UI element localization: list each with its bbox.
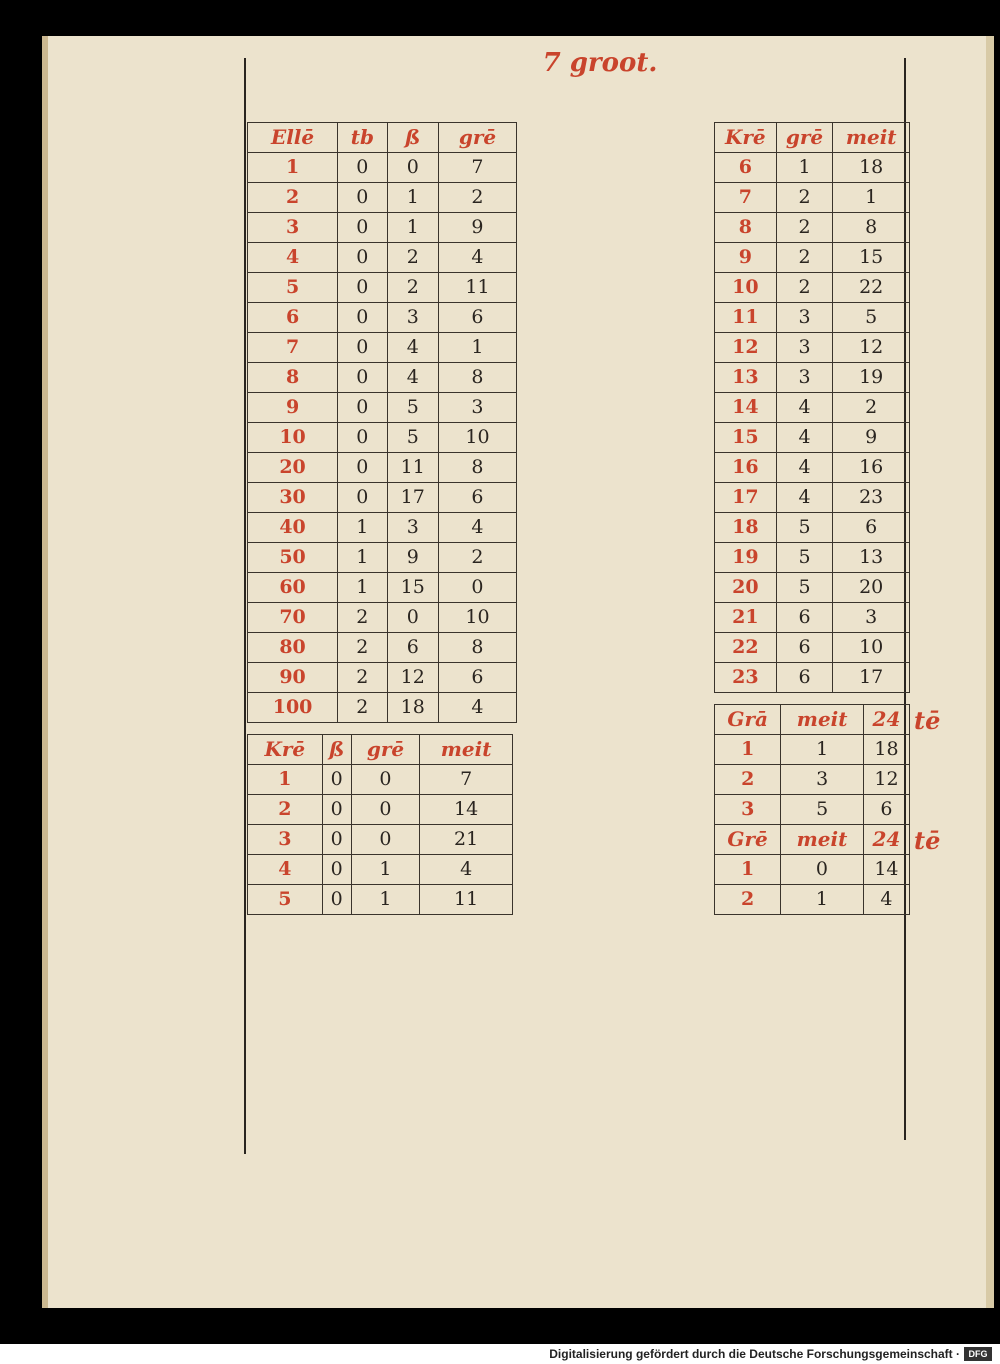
row-index-cell: 22 xyxy=(715,633,777,663)
dfg-logo: DFG xyxy=(964,1347,992,1361)
value-cell: 6 xyxy=(438,303,516,333)
value-cell: 1 xyxy=(833,183,910,213)
value-cell: 23 xyxy=(833,483,910,513)
row-index-cell: 8 xyxy=(715,213,777,243)
row-index-cell: 20 xyxy=(715,573,777,603)
value-cell: 3 xyxy=(776,333,833,363)
value-cell: 3 xyxy=(776,303,833,333)
value-cell: 6 xyxy=(863,795,909,825)
value-cell: 0 xyxy=(322,855,351,885)
value-cell: 11 xyxy=(438,273,516,303)
table-row xyxy=(248,423,517,453)
value-cell: 22 xyxy=(833,273,910,303)
header-cell: meit xyxy=(833,123,910,153)
value-cell: 6 xyxy=(776,633,833,663)
table-row xyxy=(715,483,910,513)
row-index-cell: 3 xyxy=(248,213,338,243)
value-cell: 14 xyxy=(420,795,513,825)
value-cell: 0 xyxy=(387,603,438,633)
table-row xyxy=(248,483,517,513)
value-cell: 0 xyxy=(338,333,387,363)
header-cell: grē xyxy=(351,735,420,765)
row-index-cell: 7 xyxy=(715,183,777,213)
value-cell: 5 xyxy=(833,303,910,333)
value-cell: 2 xyxy=(776,273,833,303)
value-cell: 0 xyxy=(338,153,387,183)
value-cell: 3 xyxy=(781,765,864,795)
table-row xyxy=(248,795,513,825)
left-rule xyxy=(244,58,246,1154)
table-header xyxy=(248,735,513,765)
row-index-cell: 9 xyxy=(715,243,777,273)
table-row xyxy=(715,213,910,243)
value-cell: 2 xyxy=(776,183,833,213)
value-cell: 6 xyxy=(387,633,438,663)
table-row xyxy=(715,795,910,825)
row-index-cell: 13 xyxy=(715,363,777,393)
value-cell: 0 xyxy=(338,483,387,513)
table-row xyxy=(248,633,517,663)
header-cell: ß xyxy=(387,123,438,153)
value-cell: 4 xyxy=(438,513,516,543)
value-cell: 3 xyxy=(776,363,833,393)
value-cell: 6 xyxy=(438,483,516,513)
value-cell: 2 xyxy=(387,243,438,273)
value-cell: 14 xyxy=(863,855,909,885)
table-row xyxy=(715,603,910,633)
table-row xyxy=(715,423,910,453)
row-index-cell: 20 xyxy=(248,453,338,483)
value-cell: 5 xyxy=(781,795,864,825)
header-cell: grē xyxy=(438,123,516,153)
value-cell: 6 xyxy=(776,603,833,633)
table-row xyxy=(248,363,517,393)
value-cell: 10 xyxy=(438,423,516,453)
row-index-cell: 3 xyxy=(715,795,781,825)
value-cell: 0 xyxy=(338,273,387,303)
value-cell: 0 xyxy=(351,825,420,855)
digitization-credit: Digitalisierung gefördert durch die Deutsche Forschungsgemeinschaft · xyxy=(0,1344,1000,1364)
left-table-bottom xyxy=(247,734,513,915)
table-row xyxy=(715,885,910,915)
row-index-cell: 10 xyxy=(248,423,338,453)
value-cell: 1 xyxy=(338,573,387,603)
table-row xyxy=(715,243,910,273)
table-row xyxy=(248,453,517,483)
table-row xyxy=(248,603,517,633)
header-cell: Ellē xyxy=(248,123,338,153)
row-index-cell: 1 xyxy=(715,855,781,885)
value-cell: 2 xyxy=(387,273,438,303)
table-row xyxy=(715,855,910,885)
table-row xyxy=(248,213,517,243)
header-cell: tb xyxy=(338,123,387,153)
value-cell: 9 xyxy=(387,543,438,573)
header-cell: meit xyxy=(420,735,513,765)
table-header xyxy=(715,705,910,735)
table-row xyxy=(248,693,517,723)
row-index-cell: 2 xyxy=(715,765,781,795)
value-cell: 2 xyxy=(438,183,516,213)
row-index-cell: 2 xyxy=(715,885,781,915)
value-cell: 12 xyxy=(387,663,438,693)
value-cell: 1 xyxy=(387,213,438,243)
value-cell: 5 xyxy=(776,573,833,603)
value-cell: 12 xyxy=(833,333,910,363)
table-row xyxy=(248,573,517,603)
table-row xyxy=(715,663,910,693)
value-cell: 4 xyxy=(420,855,513,885)
value-cell: 5 xyxy=(387,393,438,423)
table-row xyxy=(715,573,910,603)
row-index-cell: 2 xyxy=(248,795,323,825)
value-cell: 18 xyxy=(387,693,438,723)
value-cell: 0 xyxy=(338,453,387,483)
value-cell: 4 xyxy=(438,693,516,723)
value-cell: 15 xyxy=(833,243,910,273)
header-cell: 24 xyxy=(863,705,909,735)
value-cell: 10 xyxy=(438,603,516,633)
table-row xyxy=(248,765,513,795)
header-cell: ß xyxy=(322,735,351,765)
header-cell: meit xyxy=(781,705,864,735)
value-cell: 11 xyxy=(387,453,438,483)
value-cell: 6 xyxy=(833,513,910,543)
table-row xyxy=(248,153,517,183)
value-cell: 17 xyxy=(387,483,438,513)
table-row xyxy=(715,633,910,663)
right-table-top xyxy=(714,122,910,693)
table-row xyxy=(715,183,910,213)
value-cell: 0 xyxy=(322,765,351,795)
value-cell: 0 xyxy=(322,885,351,915)
table-row xyxy=(248,393,517,423)
table-row xyxy=(715,453,910,483)
table-row xyxy=(248,333,517,363)
value-cell: 0 xyxy=(351,765,420,795)
header-cell: Grē xyxy=(715,825,781,855)
table-header xyxy=(248,123,517,153)
row-index-cell: 16 xyxy=(715,453,777,483)
value-cell: 1 xyxy=(351,885,420,915)
value-cell: 0 xyxy=(338,243,387,273)
value-cell: 17 xyxy=(833,663,910,693)
value-cell: 21 xyxy=(420,825,513,855)
table-row xyxy=(715,513,910,543)
table-row xyxy=(715,393,910,423)
row-index-cell: 6 xyxy=(248,303,338,333)
value-cell: 15 xyxy=(387,573,438,603)
table-row xyxy=(248,663,517,693)
row-index-cell: 100 xyxy=(248,693,338,723)
table-row xyxy=(248,243,517,273)
header-cell: Krē xyxy=(715,123,777,153)
value-cell: 3 xyxy=(833,603,910,633)
value-cell: 3 xyxy=(387,303,438,333)
value-cell: 20 xyxy=(833,573,910,603)
row-index-cell: 18 xyxy=(715,513,777,543)
row-index-cell: 1 xyxy=(715,735,781,765)
row-index-cell: 14 xyxy=(715,393,777,423)
value-cell: 0 xyxy=(351,795,420,825)
row-index-cell: 40 xyxy=(248,513,338,543)
table-row xyxy=(248,303,517,333)
value-cell: 4 xyxy=(776,393,833,423)
gre-note: tē xyxy=(914,826,941,855)
value-cell: 2 xyxy=(338,603,387,633)
value-cell: 3 xyxy=(387,513,438,543)
value-cell: 0 xyxy=(338,183,387,213)
value-cell: 11 xyxy=(420,885,513,915)
value-cell: 8 xyxy=(438,633,516,663)
row-index-cell: 9 xyxy=(248,393,338,423)
value-cell: 19 xyxy=(833,363,910,393)
left-table-top xyxy=(247,122,517,723)
value-cell: 1 xyxy=(338,543,387,573)
value-cell: 0 xyxy=(322,795,351,825)
value-cell: 2 xyxy=(776,213,833,243)
value-cell: 1 xyxy=(781,885,864,915)
table-row xyxy=(715,735,910,765)
value-cell: 0 xyxy=(338,303,387,333)
row-index-cell: 5 xyxy=(248,273,338,303)
row-index-cell: 70 xyxy=(248,603,338,633)
value-cell: 7 xyxy=(420,765,513,795)
value-cell: 0 xyxy=(338,393,387,423)
value-cell: 6 xyxy=(438,663,516,693)
value-cell: 4 xyxy=(438,243,516,273)
value-cell: 0 xyxy=(387,153,438,183)
value-cell: 18 xyxy=(833,153,910,183)
row-index-cell: 15 xyxy=(715,423,777,453)
value-cell: 6 xyxy=(776,663,833,693)
row-index-cell: 7 xyxy=(248,333,338,363)
value-cell: 3 xyxy=(438,393,516,423)
value-cell: 1 xyxy=(776,153,833,183)
value-cell: 2 xyxy=(338,663,387,693)
value-cell: 9 xyxy=(833,423,910,453)
row-index-cell: 19 xyxy=(715,543,777,573)
value-cell: 0 xyxy=(322,825,351,855)
row-index-cell: 2 xyxy=(248,183,338,213)
row-index-cell: 1 xyxy=(248,765,323,795)
value-cell: 0 xyxy=(781,855,864,885)
value-cell: 2 xyxy=(438,543,516,573)
row-index-cell: 8 xyxy=(248,363,338,393)
value-cell: 1 xyxy=(351,855,420,885)
value-cell: 0 xyxy=(338,363,387,393)
row-index-cell: 12 xyxy=(715,333,777,363)
value-cell: 0 xyxy=(338,213,387,243)
value-cell: 2 xyxy=(776,243,833,273)
value-cell: 0 xyxy=(338,423,387,453)
table-row xyxy=(248,855,513,885)
value-cell: 4 xyxy=(387,363,438,393)
row-index-cell: 60 xyxy=(248,573,338,603)
value-cell: 12 xyxy=(863,765,909,795)
right-table-gra xyxy=(714,704,910,825)
table-row xyxy=(248,513,517,543)
page-title: 7 groot. xyxy=(542,48,658,78)
value-cell: 9 xyxy=(438,213,516,243)
value-cell: 8 xyxy=(438,363,516,393)
header-cell: grē xyxy=(776,123,833,153)
table-row xyxy=(715,333,910,363)
row-index-cell: 4 xyxy=(248,243,338,273)
row-index-cell: 90 xyxy=(248,663,338,693)
value-cell: 1 xyxy=(781,735,864,765)
table-row xyxy=(715,765,910,795)
value-cell: 4 xyxy=(776,453,833,483)
value-cell: 18 xyxy=(863,735,909,765)
value-cell: 2 xyxy=(338,633,387,663)
row-index-cell: 4 xyxy=(248,855,323,885)
value-cell: 8 xyxy=(833,213,910,243)
row-index-cell: 80 xyxy=(248,633,338,663)
value-cell: 7 xyxy=(438,153,516,183)
header-cell: Grā xyxy=(715,705,781,735)
table-row xyxy=(715,153,910,183)
value-cell: 13 xyxy=(833,543,910,573)
value-cell: 4 xyxy=(863,885,909,915)
header-cell: meit xyxy=(781,825,864,855)
header-cell: 24 xyxy=(863,825,909,855)
row-index-cell: 10 xyxy=(715,273,777,303)
value-cell: 5 xyxy=(776,543,833,573)
value-cell: 1 xyxy=(438,333,516,363)
value-cell: 2 xyxy=(833,393,910,423)
value-cell: 5 xyxy=(387,423,438,453)
table-row xyxy=(248,183,517,213)
row-index-cell: 11 xyxy=(715,303,777,333)
table-row xyxy=(715,303,910,333)
table-row xyxy=(715,363,910,393)
value-cell: 5 xyxy=(776,513,833,543)
value-cell: 4 xyxy=(387,333,438,363)
row-index-cell: 6 xyxy=(715,153,777,183)
header-cell: Krē xyxy=(248,735,323,765)
value-cell: 0 xyxy=(438,573,516,603)
gra-note: tē xyxy=(914,706,941,735)
value-cell: 1 xyxy=(387,183,438,213)
table-row xyxy=(248,885,513,915)
value-cell: 10 xyxy=(833,633,910,663)
table-row xyxy=(248,825,513,855)
row-index-cell: 30 xyxy=(248,483,338,513)
table-row xyxy=(715,543,910,573)
table-header xyxy=(715,825,910,855)
table-header xyxy=(715,123,910,153)
value-cell: 16 xyxy=(833,453,910,483)
table-row xyxy=(248,543,517,573)
row-index-cell: 50 xyxy=(248,543,338,573)
right-table-gre xyxy=(714,824,910,915)
value-cell: 8 xyxy=(438,453,516,483)
value-cell: 1 xyxy=(338,513,387,543)
value-cell: 2 xyxy=(338,693,387,723)
table-row xyxy=(248,273,517,303)
row-index-cell: 5 xyxy=(248,885,323,915)
row-index-cell: 17 xyxy=(715,483,777,513)
row-index-cell: 1 xyxy=(248,153,338,183)
row-index-cell: 23 xyxy=(715,663,777,693)
row-index-cell: 21 xyxy=(715,603,777,633)
row-index-cell: 3 xyxy=(248,825,323,855)
value-cell: 4 xyxy=(776,423,833,453)
table-row xyxy=(715,273,910,303)
value-cell: 4 xyxy=(776,483,833,513)
